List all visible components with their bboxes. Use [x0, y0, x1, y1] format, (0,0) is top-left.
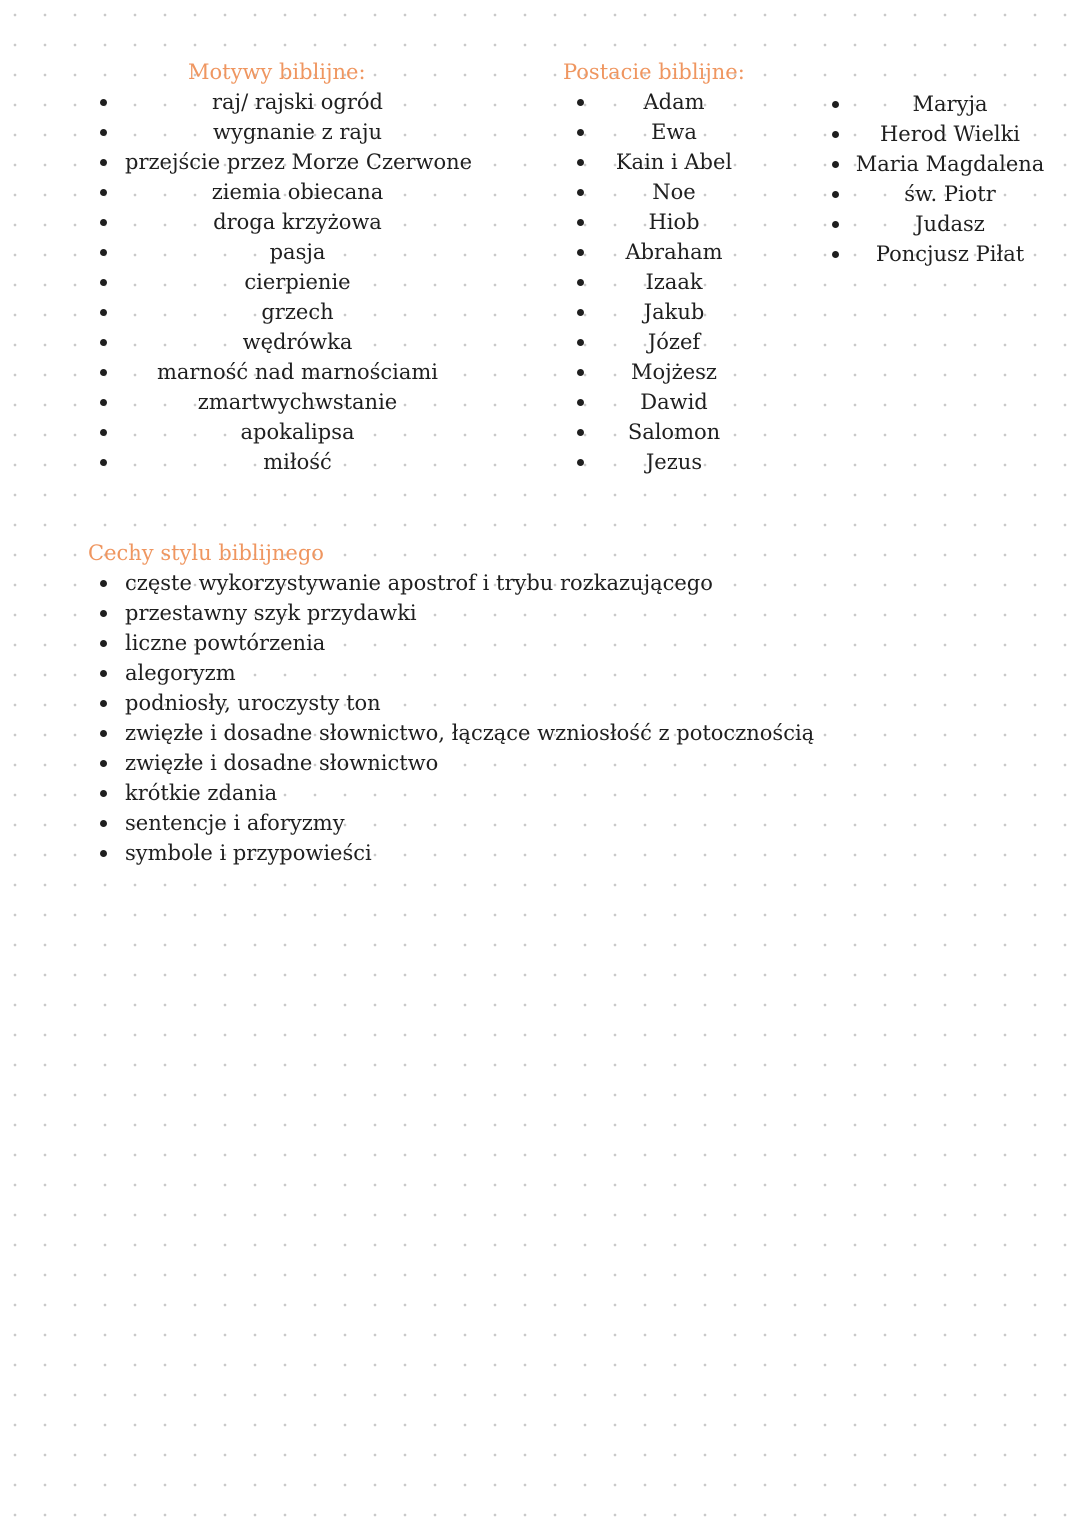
list-item-text: Adam — [643, 90, 705, 114]
bullet-icon — [100, 640, 107, 647]
list-item-text: św. Piotr — [904, 182, 996, 206]
list-item — [0, 297, 760, 327]
list-item-text: alegoryzm — [125, 661, 236, 685]
bullet-icon — [577, 399, 584, 406]
list-item — [0, 838, 1080, 868]
list-item — [0, 748, 1080, 778]
list-item-text: Mojżesz — [631, 360, 717, 384]
list-item-text: wygnanie z raju — [212, 120, 382, 144]
list-item-text: ziemia obiecana — [211, 180, 384, 204]
list-item — [0, 119, 1080, 149]
motifs-heading: Motywy biblijne: — [188, 60, 366, 84]
list-item — [0, 209, 1080, 239]
bullet-icon — [832, 221, 839, 228]
list-item — [0, 778, 1080, 808]
list-item-text: Dawid — [640, 390, 708, 414]
bullet-icon — [577, 309, 584, 316]
list-item — [0, 417, 760, 447]
list-item — [0, 327, 760, 357]
list-item-text: droga krzyżowa — [213, 210, 382, 234]
list-item-text: pasja — [269, 240, 326, 264]
bullet-icon — [832, 191, 839, 198]
list-item-text: zwięzłe i dosadne słownictwo, łączące wzniosłość z potocznością — [125, 721, 815, 745]
list-item-text: przestawny szyk przydawki — [125, 601, 417, 625]
list-item-text: Judasz — [915, 212, 985, 236]
list-item-text: Herod Wielki — [879, 122, 1021, 146]
list-item — [0, 718, 1080, 748]
list-item — [0, 598, 1080, 628]
list-item-text: Abraham — [625, 240, 723, 264]
list-item-text: Józef — [647, 330, 701, 354]
figures-heading: Postacie biblijne: — [563, 60, 745, 84]
list-item — [0, 808, 1080, 838]
list-item-text: raj/ rajski ogród — [212, 90, 383, 114]
bullet-icon — [100, 820, 107, 827]
list-item-text: liczne powtórzenia — [125, 631, 326, 655]
bullet-icon — [577, 339, 584, 346]
list-item-text: miłość — [263, 450, 332, 474]
list-item — [0, 447, 760, 477]
list-item-text: grzech — [261, 300, 334, 324]
list-item — [0, 688, 1080, 718]
bullet-icon — [100, 700, 107, 707]
list-item — [0, 239, 1080, 269]
list-item-text: krótkie zdania — [125, 781, 278, 805]
list-item-text: sentencje i aforyzmy — [125, 811, 345, 835]
list-item — [0, 628, 1080, 658]
style-features-heading: Cechy stylu biblijnego — [88, 541, 324, 565]
list-item-text: Izaak — [645, 270, 703, 294]
bullet-icon — [577, 459, 584, 466]
list-item-text: Maria Magdalena — [855, 152, 1045, 176]
list-item-text: apokalipsa — [240, 420, 355, 444]
bullet-icon — [577, 279, 584, 286]
list-item-text: cierpienie — [244, 270, 351, 294]
list-item-text: Ewa — [651, 120, 697, 144]
list-item — [0, 267, 760, 297]
list-item-text: Salomon — [627, 420, 721, 444]
list-item-text: zmartwychwstanie — [197, 390, 398, 414]
bullet-icon — [832, 131, 839, 138]
list-item-text: podniosły, uroczysty ton — [125, 691, 381, 715]
bullet-icon — [100, 730, 107, 737]
list-item-text: marność nad marnościami — [156, 360, 439, 384]
list-item-text: symbole i przypowieści — [125, 841, 372, 865]
list-item — [0, 658, 1080, 688]
bullet-icon — [100, 580, 107, 587]
list-item-text: Hiob — [648, 210, 700, 234]
bullet-icon — [832, 251, 839, 258]
bullet-icon — [577, 369, 584, 376]
list-item-text: Kain i Abel — [615, 150, 733, 174]
list-item — [0, 179, 1080, 209]
list-item-text: Jakub — [643, 300, 705, 324]
bullet-icon — [100, 610, 107, 617]
style-features-list — [0, 568, 1080, 868]
list-item-text: wędrówka — [242, 330, 353, 354]
figures-list-column-b — [0, 89, 1080, 269]
list-item-text: Noe — [652, 180, 696, 204]
list-item — [0, 387, 760, 417]
list-item-text: Jezus — [645, 450, 703, 474]
list-item-text: częste wykorzystywanie apostrof i trybu rozkazującego — [125, 571, 713, 595]
list-item-text: przejście przez Morze Czerwone — [125, 150, 473, 174]
bullet-icon — [832, 101, 839, 108]
bullet-icon — [577, 429, 584, 436]
list-item — [0, 149, 1080, 179]
bullet-icon — [832, 161, 839, 168]
list-item — [0, 357, 760, 387]
bullet-icon — [100, 850, 107, 857]
bullet-icon — [100, 670, 107, 677]
list-item — [0, 568, 1080, 598]
list-item — [0, 89, 1080, 119]
list-item-text: Maryja — [912, 92, 988, 116]
list-item-text: zwięzłe i dosadne słownictwo — [125, 751, 439, 775]
bullet-icon — [100, 790, 107, 797]
bullet-icon — [100, 760, 107, 767]
list-item-text: Poncjusz Piłat — [875, 242, 1025, 266]
